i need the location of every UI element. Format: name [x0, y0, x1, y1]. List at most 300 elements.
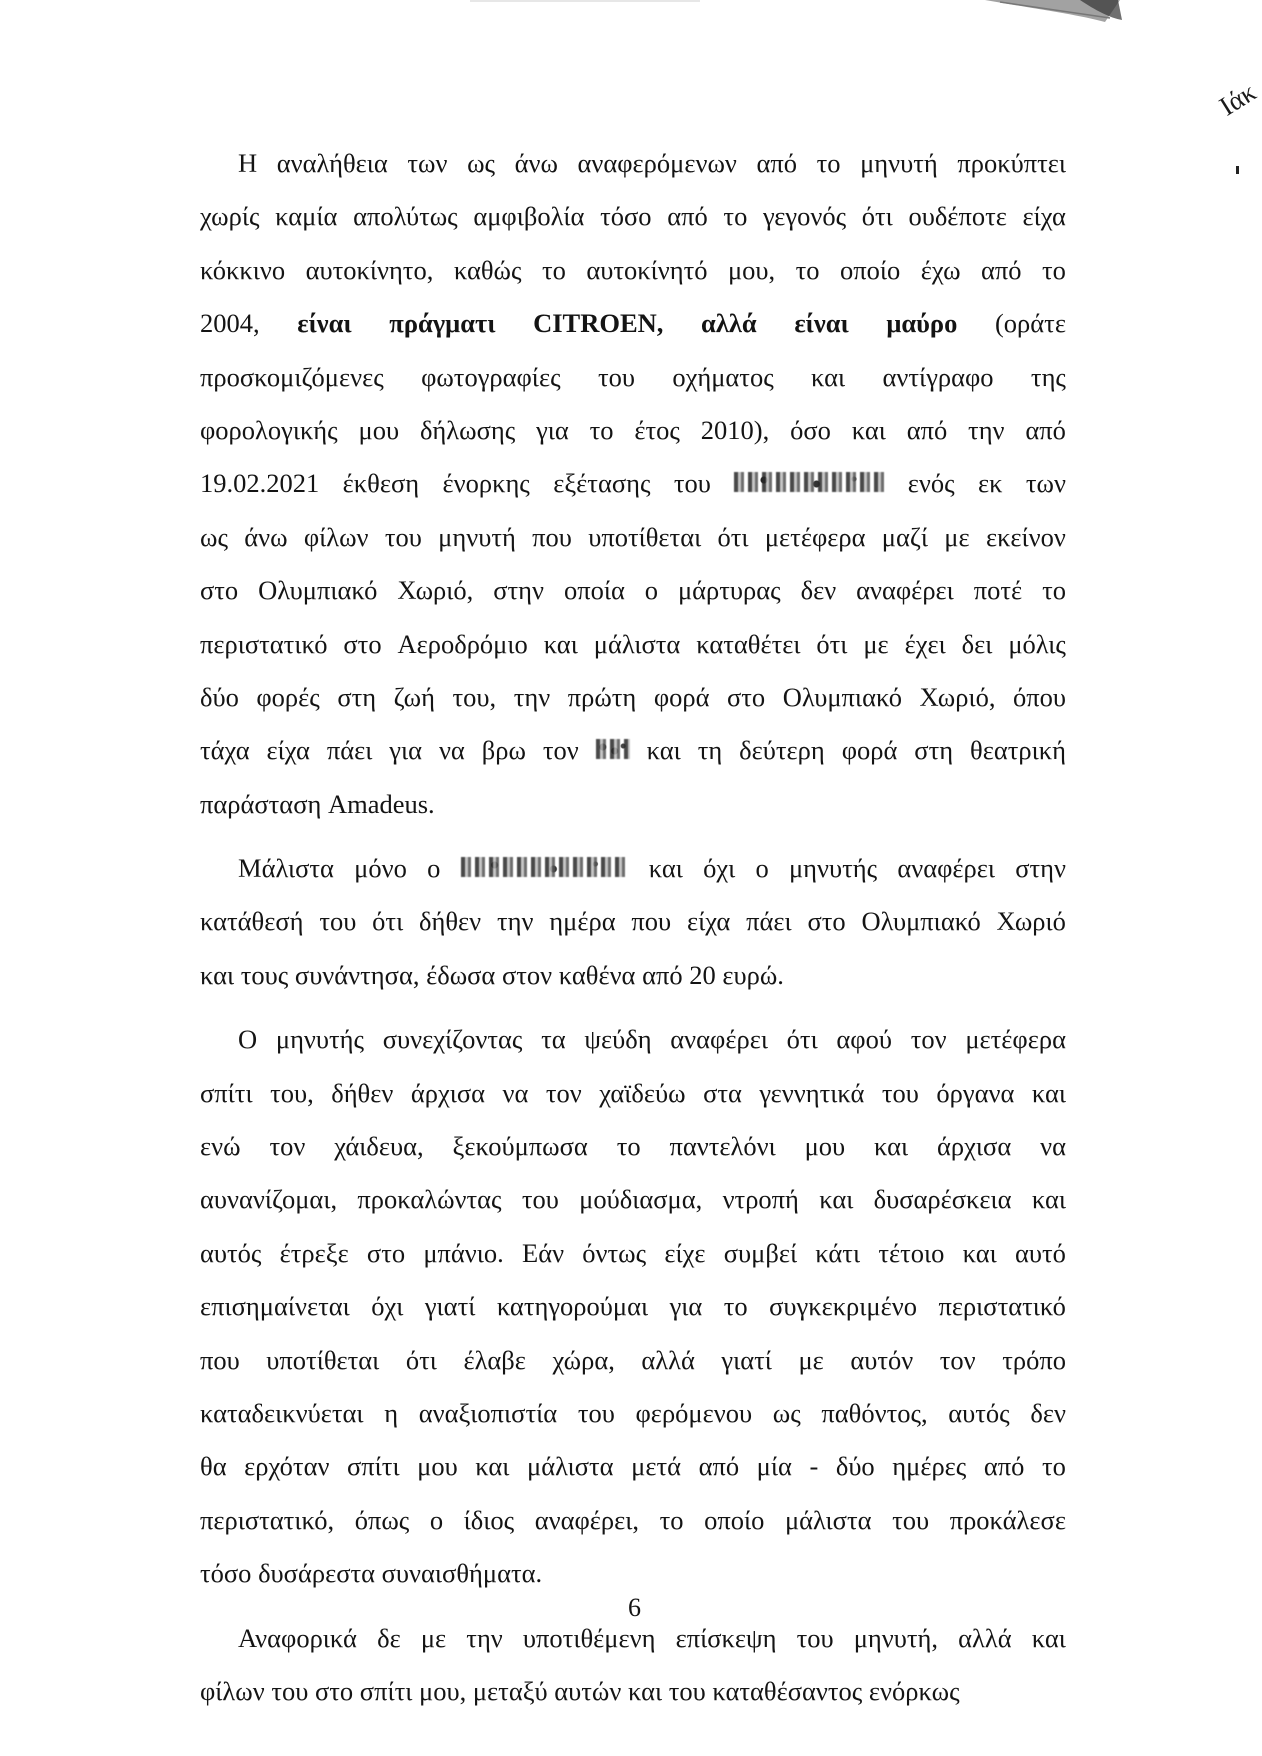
word: μούδιασμα, [579, 1184, 703, 1215]
word: ντροπή [722, 1184, 799, 1215]
word: τη [697, 735, 723, 766]
text-line [200, 1067, 1066, 1120]
word: μία [756, 1451, 792, 1482]
word: το [589, 414, 614, 445]
word: μηνυτής [275, 1024, 365, 1055]
word: συγκεκριμένο [769, 1291, 917, 1322]
word: μάλιστα [593, 628, 681, 659]
word: δεν [1030, 1397, 1066, 1428]
word: δεν [800, 575, 837, 606]
word: μαζί [881, 521, 928, 552]
word: καταθέσαντος [712, 1675, 863, 1706]
word: συμβεί [723, 1237, 798, 1268]
redacted-name [461, 857, 629, 877]
word: και [1031, 1622, 1066, 1653]
word: την [496, 906, 534, 937]
word: μάλιστα [526, 1451, 614, 1482]
word: να [502, 1077, 529, 1108]
word: ο [644, 575, 659, 606]
word: έκθεση [342, 468, 420, 499]
word: αλλά [958, 1622, 1012, 1653]
word: έχει [904, 628, 946, 659]
text-line [200, 1665, 1066, 1718]
word: σπίτι [359, 1675, 413, 1706]
word: όσο [790, 414, 831, 445]
word: της [1030, 361, 1066, 392]
text-line [200, 1227, 1066, 1280]
word: κάτι [815, 1237, 861, 1268]
word: χώρα, [552, 1344, 615, 1375]
word: βρω [481, 735, 526, 766]
word: ως [467, 148, 495, 178]
word: το [1042, 575, 1066, 606]
word: ο [755, 853, 769, 884]
word: και [648, 853, 683, 884]
word: στον [501, 959, 553, 990]
word: ως [772, 1397, 801, 1428]
word: και [811, 361, 846, 392]
word: ως [200, 521, 228, 552]
word: φερόμενου [635, 1397, 753, 1428]
word: προκύπτει [957, 148, 1066, 178]
word: από [906, 414, 948, 445]
word: αναφέρει, [534, 1504, 640, 1535]
text-line [200, 564, 1066, 617]
word: ενώ [200, 1131, 241, 1162]
word: του [673, 468, 711, 499]
word: συναισθήματα. [381, 1558, 543, 1589]
word: παθόντος, [821, 1397, 928, 1428]
text-line [200, 842, 1066, 895]
word: αναξιοπιστία [418, 1397, 558, 1428]
text-line [200, 404, 1066, 457]
word: παντελόνι [669, 1131, 776, 1162]
word: το [1042, 254, 1066, 285]
word: γιατί [424, 1291, 476, 1322]
word: απολύτως [353, 201, 458, 232]
redacted-name [734, 472, 884, 492]
word: ένορκης [442, 468, 530, 499]
word: αναλήθεια [276, 148, 388, 178]
word: με [944, 521, 970, 552]
word: στην [1015, 853, 1066, 884]
word: του [881, 1077, 919, 1108]
word: και [646, 735, 681, 766]
word: μόλις [1008, 628, 1066, 659]
text-line [200, 778, 1066, 831]
word: τον [939, 1344, 976, 1375]
word: μετέφερα [764, 521, 866, 552]
word: Ο [238, 1024, 258, 1055]
word: τάχα [200, 735, 250, 766]
word: Αεροδρόμιο [397, 628, 528, 659]
word: μεταξύ [472, 1675, 548, 1706]
word: γεννητικά [759, 1077, 865, 1108]
word: του [796, 1622, 834, 1653]
word: ενόρκως [868, 1675, 960, 1706]
word: όχι [703, 853, 736, 884]
word: οποίο [704, 1504, 765, 1535]
word: και [874, 1131, 909, 1162]
word: του, [270, 1077, 314, 1108]
text-line [200, 351, 1066, 404]
word: Χωριό [996, 906, 1066, 937]
text-line [200, 137, 1066, 190]
word: 2010), [700, 414, 770, 445]
text-line [200, 457, 1066, 510]
word: εκείνον [985, 521, 1066, 552]
word: συνάντησα, [294, 959, 420, 990]
word: μάλιστα [784, 1504, 872, 1535]
word: όργανα [936, 1077, 1015, 1108]
word: χαϊδεύω [599, 1077, 686, 1108]
word: Amadeus. [327, 788, 435, 819]
paragraph [200, 842, 1066, 1002]
word: μηνυτή, [853, 1622, 939, 1653]
word: ερχόταν [244, 1451, 330, 1482]
word: αναφέρει [670, 1024, 768, 1055]
word: στο [343, 628, 382, 659]
word: και [851, 414, 886, 445]
word: του [521, 1184, 559, 1215]
text-line [200, 297, 1066, 350]
word: έδωσα [426, 959, 496, 990]
word: μηνυτής [788, 853, 878, 884]
word: το [795, 254, 820, 285]
word: σπίτι [347, 1451, 400, 1482]
word: πάει [326, 735, 373, 766]
word: Χωριό, [919, 681, 996, 712]
word: το [659, 1504, 684, 1535]
word: του, [452, 681, 497, 712]
word: αναφερόμενων [577, 148, 737, 178]
word: στο [727, 681, 766, 712]
word: οποία [563, 575, 625, 606]
word: δυσαρέσκεια [873, 1184, 1012, 1215]
word: με [420, 1622, 447, 1653]
word: μόνο [354, 853, 407, 884]
word: καθώς [453, 254, 522, 285]
word: αυτών [554, 1675, 622, 1706]
word: γιατί [721, 1344, 772, 1375]
word: αυνανίζομαι, [200, 1184, 338, 1215]
word: το [816, 148, 841, 178]
word: έχω [920, 254, 961, 285]
word: το [541, 254, 566, 285]
word: υποτίθεται [588, 521, 702, 552]
word: ευρώ. [722, 959, 784, 990]
text-line [200, 949, 1066, 1002]
word: φορά [841, 735, 898, 766]
word: όντως [582, 1237, 647, 1268]
word: θα [200, 1451, 227, 1482]
word: τόσο [200, 1558, 252, 1589]
word: για [536, 414, 569, 445]
word: υποτίθεται [266, 1344, 380, 1375]
redacted-name [596, 739, 630, 759]
word: όχι [371, 1291, 404, 1322]
word: CITROEN, [533, 308, 664, 339]
word: τρόπο [1002, 1344, 1066, 1375]
word: πράγματι [389, 308, 496, 339]
word: εξέτασης [553, 468, 651, 499]
word: αυτός [200, 1237, 262, 1268]
scan-corner-artifact [0, 0, 1246, 60]
word: ποτέ [973, 575, 1023, 606]
word: κατηγορούμαι [496, 1291, 649, 1322]
word: μου, [727, 254, 776, 285]
word: τον [269, 1131, 306, 1162]
word: ημέρες [892, 1451, 967, 1482]
word: Η [238, 148, 258, 178]
word: του [271, 1675, 309, 1706]
document-body [200, 137, 1066, 1718]
word: αμφιβολία [473, 201, 585, 232]
word: ότι [816, 628, 848, 659]
word: άνω [514, 148, 558, 178]
margin-handwritten-note: Ιάκ [1214, 76, 1262, 122]
word: όπως [354, 1504, 410, 1535]
word: και [543, 628, 578, 659]
word: ότι [717, 521, 749, 552]
text-line [200, 190, 1066, 243]
word: αλλά [701, 308, 757, 339]
word: που [631, 906, 672, 937]
word: προσκομιζόμενες [200, 361, 384, 392]
word: Ολυμπιακό [258, 575, 378, 606]
word: του [597, 361, 635, 392]
word: οχήματος [672, 361, 774, 392]
word: και [627, 1675, 663, 1706]
word: εκ [977, 468, 1003, 499]
word: ότι [405, 1344, 437, 1375]
word: περιστατικό, [200, 1504, 335, 1535]
word: Μάλιστα [238, 853, 334, 884]
word: Ολυμπιακό [861, 906, 981, 937]
word: μηνυτή [860, 148, 938, 178]
word: φορές [256, 681, 320, 712]
word: του [892, 1504, 930, 1535]
paragraph [200, 137, 1066, 831]
word: ημέρα [549, 906, 616, 937]
word: Εάν [522, 1237, 565, 1268]
word: φίλων [303, 521, 369, 552]
word: Ολυμπιακό [782, 681, 902, 712]
word: καμία [275, 201, 338, 232]
word: στη [337, 681, 377, 712]
word: την [513, 681, 551, 712]
word: τον [545, 1077, 582, 1108]
word: για [669, 1291, 703, 1322]
word: από [983, 1451, 1025, 1482]
paragraph [200, 1612, 1066, 1719]
word: περιστατικό [200, 628, 328, 659]
word: το [616, 1131, 641, 1162]
word: αλλά [641, 1344, 695, 1375]
page-number-text: 6 [628, 1593, 641, 1622]
word: τα [541, 1024, 566, 1055]
word: ότι [861, 201, 893, 232]
word: δύο [200, 681, 239, 712]
word: είχε [664, 1237, 706, 1268]
word: αυτοκίνητό [586, 254, 708, 285]
word: να [1040, 1131, 1066, 1162]
word: όπου [1013, 681, 1066, 712]
word: κόκκινο [200, 254, 286, 285]
word: στην [493, 575, 544, 606]
word: δυσάρεστα [258, 1558, 376, 1589]
word: μου, [419, 1675, 467, 1706]
word: ξεκούμπωσα [452, 1131, 588, 1162]
word: και [1031, 1077, 1066, 1108]
word: 19.02.2021 [200, 468, 320, 499]
word: επισημαίνεται [200, 1291, 350, 1322]
word: περιστατικό [938, 1291, 1066, 1322]
word: και [1031, 1184, 1066, 1215]
word: Χωριό, [397, 575, 474, 606]
word: είχα [686, 906, 731, 937]
word: - [809, 1451, 819, 1482]
word: σπίτι [200, 1077, 253, 1108]
word: άρχισα [410, 1077, 486, 1108]
word: να [438, 735, 465, 766]
word: καθένα [558, 959, 636, 990]
word: φίλων [200, 1675, 265, 1706]
word: αφού [836, 1024, 892, 1055]
word: ουδέποτε [908, 201, 1007, 232]
word: ο [429, 1504, 444, 1535]
word: δε [377, 1622, 401, 1653]
text-line [200, 1013, 1066, 1066]
word: μου [417, 1451, 458, 1482]
text-line [200, 618, 1066, 671]
word: των [407, 148, 448, 178]
word: το [1041, 1451, 1066, 1482]
word: άρχισα [937, 1131, 1012, 1162]
word: καταδεικνύεται [200, 1397, 364, 1428]
word: φωτογραφίες [421, 361, 561, 392]
word: προκάλεσε [949, 1504, 1066, 1535]
word: από [698, 1451, 740, 1482]
text-line [200, 724, 1066, 777]
word: τον [542, 735, 579, 766]
word: τόσο [600, 201, 652, 232]
word: δύο [835, 1451, 875, 1482]
word: πρώτη [567, 681, 637, 712]
word: στο [314, 1675, 354, 1706]
word: χωρίς [200, 201, 260, 232]
word: γεγονός [763, 201, 847, 232]
word: του [319, 906, 357, 937]
word: Αναφορικά [238, 1622, 357, 1653]
text-line [200, 671, 1066, 724]
word: αναφέρει [897, 853, 995, 884]
word: είναι [794, 308, 849, 339]
word: άνω [244, 521, 288, 552]
word: (οράτε [994, 308, 1066, 339]
word: έτρεξε [279, 1237, 349, 1268]
text-line [200, 1494, 1066, 1547]
word: κατάθεσή [200, 906, 304, 937]
word: την [466, 1622, 503, 1653]
word: αναφέρει [856, 575, 954, 606]
word: τέτοιο [878, 1237, 945, 1268]
word: φορολογικής [200, 414, 338, 445]
word: μηνυτή [438, 521, 516, 552]
word: πάει [746, 906, 792, 937]
text-line [200, 1280, 1066, 1333]
word: προκαλώντας [357, 1184, 502, 1215]
text-line [200, 895, 1066, 948]
word: ίδιος [463, 1504, 515, 1535]
word: δεύτερη [739, 735, 825, 766]
word: στη [914, 735, 954, 766]
word: επίσκεψη [675, 1622, 777, 1653]
word: τον [910, 1024, 947, 1055]
word: δήθεν [419, 906, 482, 937]
word: μου [358, 414, 400, 445]
word: μετά [631, 1451, 681, 1482]
word: από [756, 148, 797, 178]
word: αυτόν [850, 1344, 914, 1375]
word: που [532, 521, 572, 552]
word: είχα [1022, 201, 1066, 232]
word: ενός [907, 468, 955, 499]
text-line [200, 244, 1066, 297]
word: μαύρο [886, 308, 958, 339]
word: φορά [653, 681, 710, 712]
word: η [384, 1397, 399, 1428]
word: ο [427, 853, 441, 884]
word: και [475, 1451, 510, 1482]
word: δήθεν [331, 1077, 394, 1108]
text-line [200, 1120, 1066, 1173]
word: των [1025, 468, 1066, 499]
word: στα [703, 1077, 742, 1108]
word: το [723, 201, 748, 232]
word: ψεύδη [584, 1024, 652, 1055]
word: 20 [689, 959, 716, 990]
word: αυτοκίνητο, [305, 254, 434, 285]
margin-tick-mark [1236, 166, 1239, 174]
word: υποτιθέμενη [522, 1622, 656, 1653]
word: ότι [786, 1024, 818, 1055]
word: του [668, 1675, 706, 1706]
word: στο [807, 906, 846, 937]
paragraph [200, 1013, 1066, 1600]
word: στο [366, 1237, 406, 1268]
word: θεατρική [970, 735, 1066, 766]
word: από [667, 201, 708, 232]
word: παράσταση [200, 788, 322, 819]
text-line [200, 1440, 1066, 1493]
word: μπάνιο. [423, 1237, 504, 1268]
word: για [389, 735, 423, 766]
word: αυτό [1014, 1237, 1066, 1268]
word: μάρτυρας [677, 575, 781, 606]
word: και [200, 959, 235, 990]
text-line [200, 1334, 1066, 1387]
text-line [200, 1173, 1066, 1226]
word: καταθέτει [696, 628, 801, 659]
word: χάιδευα, [334, 1131, 424, 1162]
word: του [577, 1397, 615, 1428]
word: έτος [634, 414, 680, 445]
text-line [200, 511, 1066, 564]
word: από [642, 959, 683, 990]
word: του [384, 521, 422, 552]
word: και [819, 1184, 854, 1215]
